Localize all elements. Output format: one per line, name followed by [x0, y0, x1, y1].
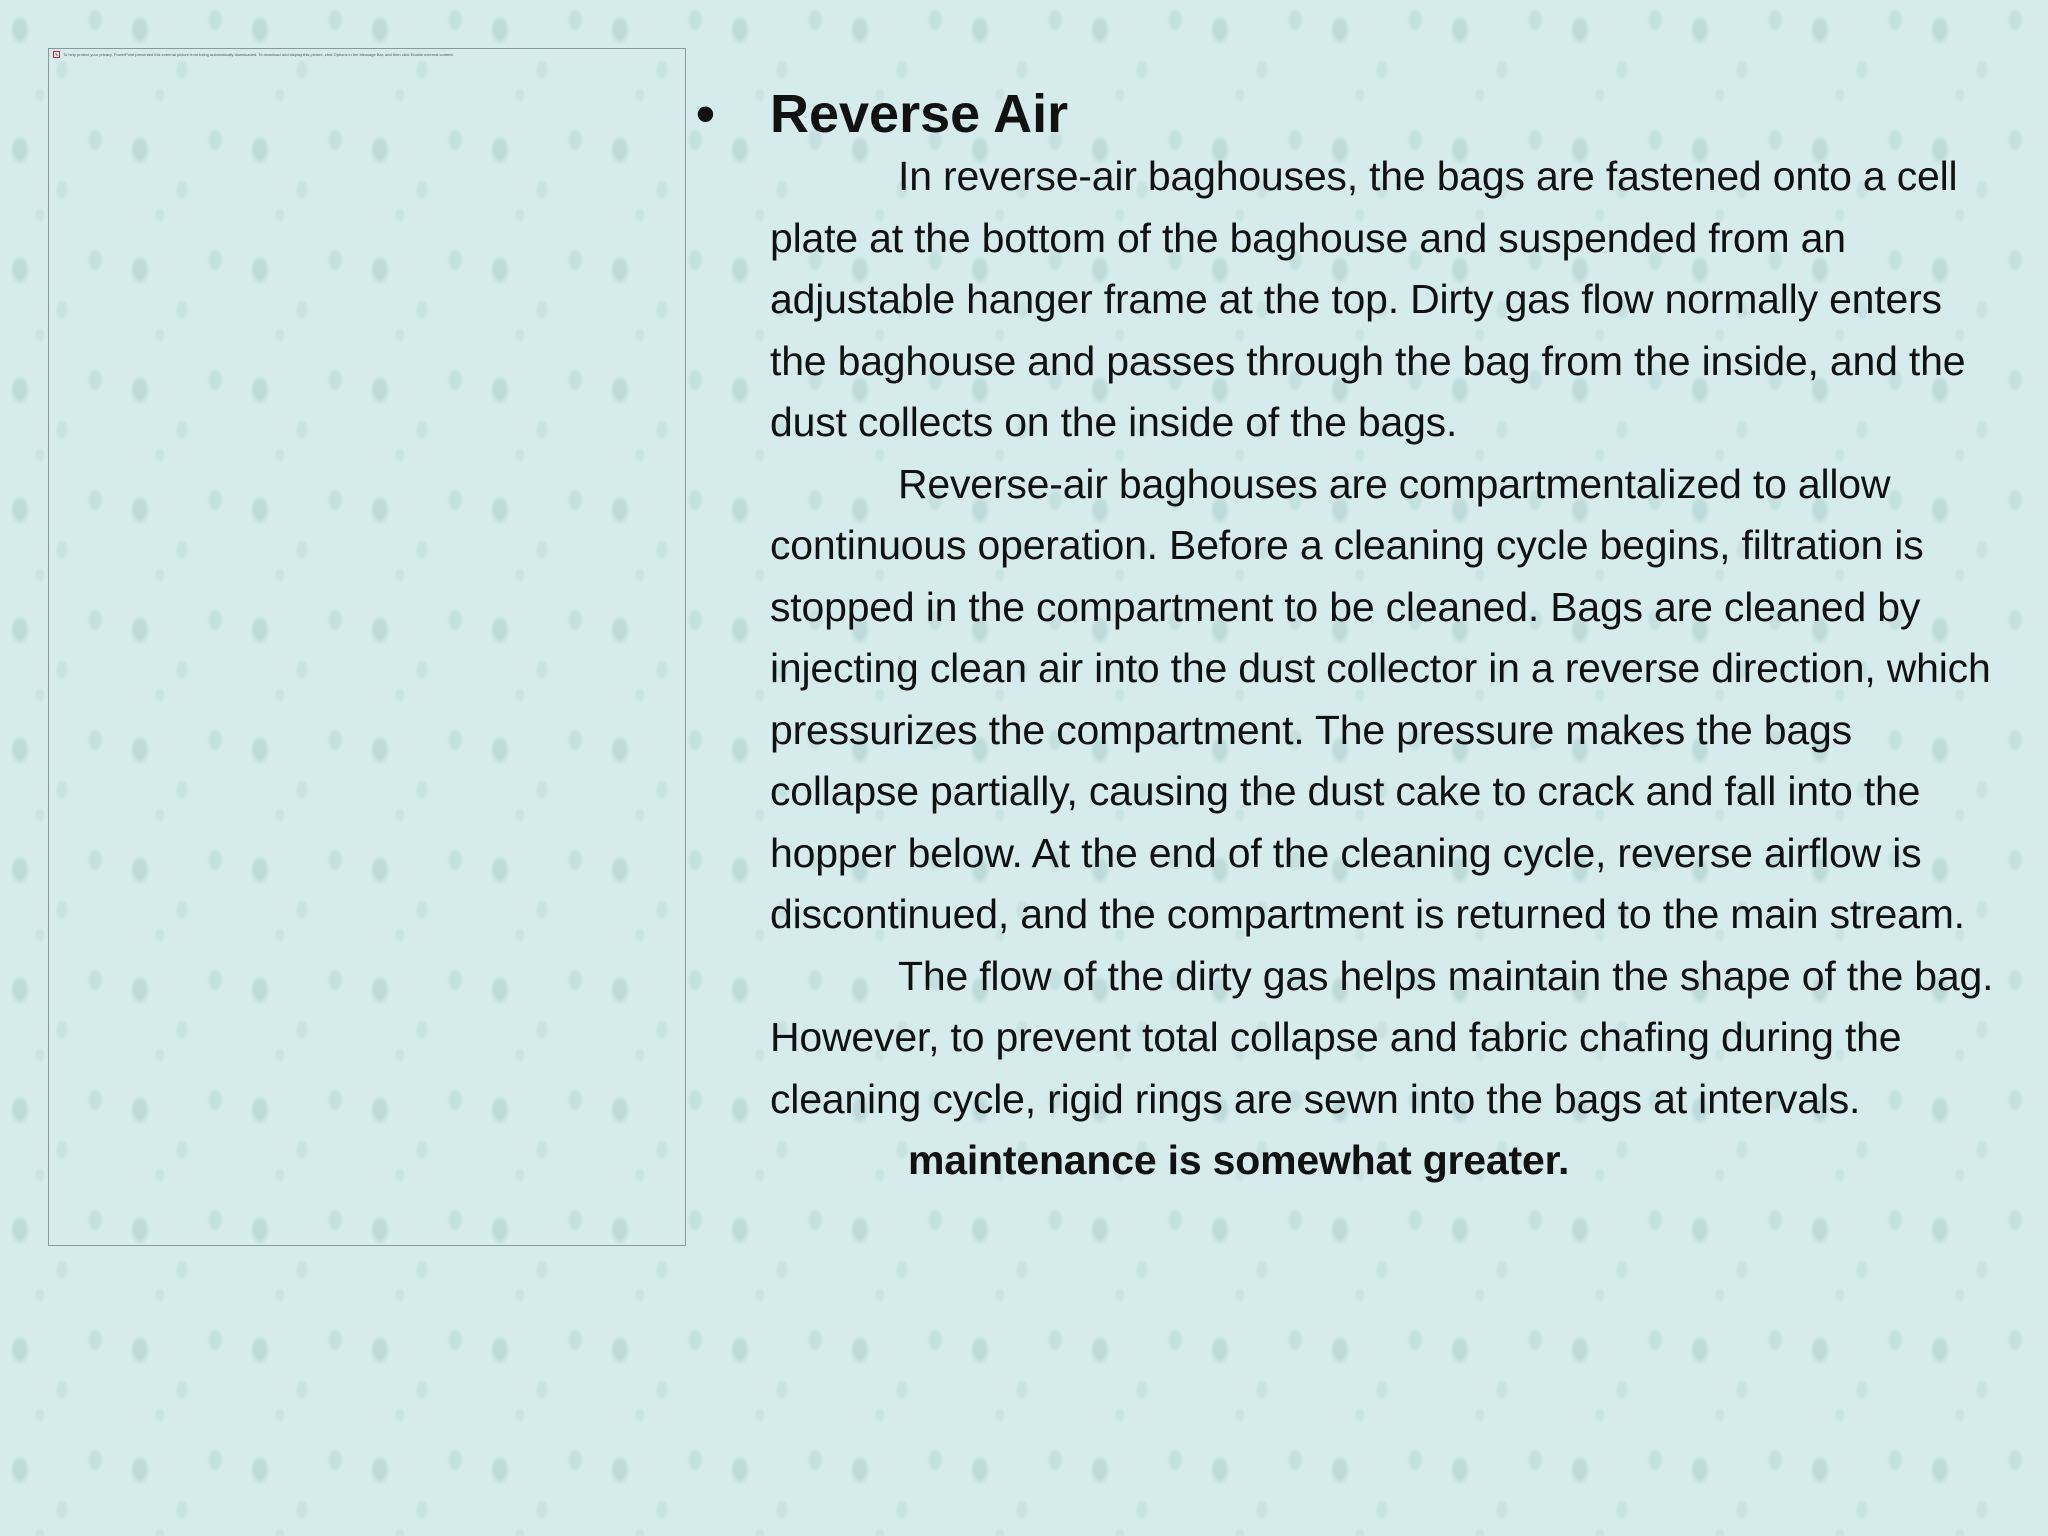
paragraph-cleaning-cycle: Reverse-air baghouses are compartmentalized to allow continuous operation. Before a cleaning cycle begins, filtration is stopped in the compartment to be cleaned. Bags are cleaned by injecting clean air into the dust collector in a reverse direction, which pressurizes the compartment. The pressure makes the bags collapse partially, causing the dust cake to crack and fall into the hopper below. At the end of the cleaning cycle, reverse airflow is discontinued, and the compartment is returned to the main stream. [770, 460, 1991, 937]
slide-content [696, 78, 1996, 1192]
placeholder-note-text: To help protect your privacy, PowerPoint prevented this external picture from being automatically downloaded. To download and display this picture, click Options in the Message Bar, and then click Enable external content. [63, 52, 454, 57]
image-placeholder [48, 48, 686, 1246]
slide-heading: Reverse Air [770, 84, 1069, 144]
closing-bold-text: maintenance is somewhat greater. [908, 1137, 1570, 1183]
paragraph-bag-mounting: In reverse-air baghouses, the bags are fastened onto a cell plate at the bottom of the baghouse and suspended from an adjustable hanger frame at the top. Dirty gas flow normally enters the baghouse and passes through the bag from the inside, and the dust collects on the inside of the bags. [770, 153, 1966, 445]
paragraph-bag-shape: The flow of the dirty gas helps maintain the shape of the bag. However, to prevent total collapse and fabric chafing during the cleaning cycle, rigid rings are sewn into the bags at intervals. [770, 952, 1994, 1122]
broken-image-icon [53, 51, 60, 58]
body-text [696, 146, 1996, 1192]
placeholder-note [53, 51, 454, 58]
bullet-marker: • [696, 84, 715, 144]
bullet-heading-row [696, 78, 1996, 150]
